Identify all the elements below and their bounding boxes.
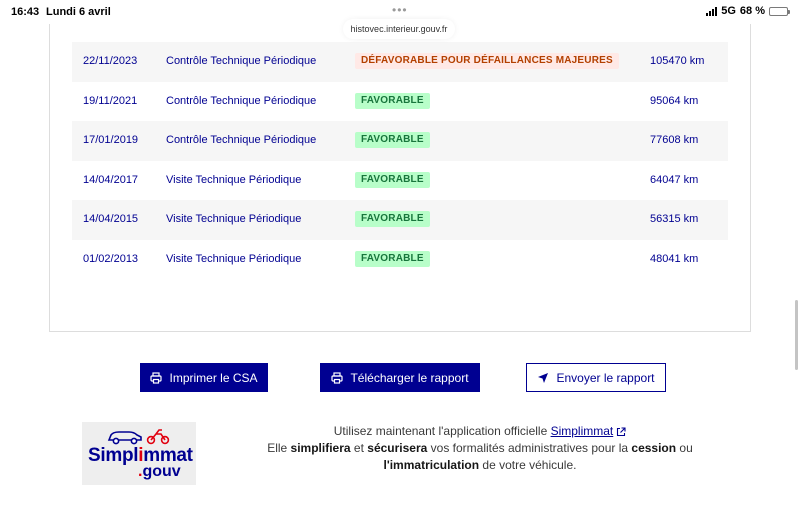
print-csa-label: Imprimer le CSA bbox=[169, 370, 258, 385]
cell-result bbox=[355, 240, 430, 280]
send-arrow-icon bbox=[537, 372, 549, 384]
cell-date: 22/11/2023 bbox=[83, 55, 138, 67]
cell-mileage: 105470 km bbox=[650, 55, 705, 67]
cell-date: 14/04/2015 bbox=[83, 213, 139, 225]
cell-date: 14/04/2017 bbox=[83, 173, 139, 186]
cell-result bbox=[355, 161, 430, 201]
table-row bbox=[72, 82, 728, 122]
table-row bbox=[72, 240, 728, 280]
battery-percent: 68 % bbox=[739, 5, 765, 17]
cell-result bbox=[355, 42, 619, 82]
status-badge-favorable: FAVORABLE bbox=[355, 211, 430, 227]
status-badge-favorable: FAVORABLE bbox=[355, 172, 430, 188]
status-badge-favorable: FAVORABLE bbox=[355, 132, 430, 148]
page-scrollbar[interactable] bbox=[795, 300, 798, 370]
table-row bbox=[72, 200, 728, 240]
download-report-button[interactable] bbox=[320, 363, 480, 392]
network-type: 5G bbox=[721, 5, 736, 17]
cell-result bbox=[355, 82, 430, 122]
multitasking-dots[interactable]: ••• bbox=[392, 3, 408, 17]
cell-type: Visite Technique Périodique bbox=[166, 213, 302, 225]
cell-date: 19/11/2021 bbox=[83, 94, 138, 107]
logo-wordmark: Simplimmat bbox=[88, 445, 193, 466]
promo-line-3: l'immatriculation de votre véhicule. bbox=[383, 458, 577, 472]
cell-type: Visite Technique Périodique bbox=[166, 252, 302, 265]
cell-date: 17/01/2019 bbox=[83, 134, 139, 146]
cell-type: Contrôle Technique Périodique bbox=[166, 134, 317, 146]
print-csa-button[interactable] bbox=[140, 363, 268, 392]
cell-mileage: 48041 km bbox=[650, 252, 699, 265]
status-date: Lundi 6 avril bbox=[46, 6, 111, 18]
status-time: 16:43 bbox=[11, 6, 40, 18]
table-row bbox=[72, 121, 728, 161]
cell-date: 01/02/2013 bbox=[83, 252, 139, 265]
logo-gouv: .gouv bbox=[138, 463, 181, 480]
simplimmat-logo[interactable] bbox=[82, 422, 196, 485]
download-report-label: Télécharger le rapport bbox=[350, 370, 469, 385]
cell-mileage: 95064 km bbox=[650, 94, 699, 107]
promo-line-1: Utilisez maintenant l'application officielle Simplimmat bbox=[220, 423, 740, 440]
car-motorbike-icon bbox=[107, 427, 171, 445]
cell-type: Visite Technique Périodique bbox=[166, 173, 302, 186]
cell-mileage: 56315 km bbox=[650, 213, 699, 225]
printer-icon bbox=[331, 372, 343, 384]
simplimmat-promo-text bbox=[220, 423, 740, 474]
status-badge-defavorable: DÉFAVORABLE POUR DÉFAILLANCES MAJEURES bbox=[355, 53, 619, 69]
status-badge-favorable: FAVORABLE bbox=[355, 251, 430, 267]
send-report-button[interactable] bbox=[526, 363, 666, 392]
promo-line-2: Elle simplifiera et sécurisera vos formalités administratives pour la cession ou bbox=[267, 441, 693, 455]
battery-icon bbox=[769, 7, 788, 16]
cell-type: Contrôle Technique Périodique bbox=[166, 94, 317, 107]
address-bar[interactable]: histovec.interieur.gouv.fr bbox=[343, 19, 455, 39]
cell-result bbox=[355, 121, 430, 161]
cell-type: Contrôle Technique Périodique bbox=[166, 55, 317, 67]
cell-mileage: 77608 km bbox=[650, 134, 699, 146]
cell-mileage: 64047 km bbox=[650, 173, 699, 186]
status-badge-favorable: FAVORABLE bbox=[355, 93, 430, 109]
simplimmat-link[interactable]: Simplimmat bbox=[550, 424, 614, 438]
cell-result bbox=[355, 200, 430, 240]
table-row bbox=[72, 161, 728, 201]
printer-icon bbox=[150, 372, 162, 384]
external-link-icon[interactable] bbox=[616, 427, 626, 437]
inspection-history-table bbox=[72, 42, 728, 279]
send-report-label: Envoyer le rapport bbox=[556, 370, 655, 385]
table-row bbox=[72, 42, 728, 82]
